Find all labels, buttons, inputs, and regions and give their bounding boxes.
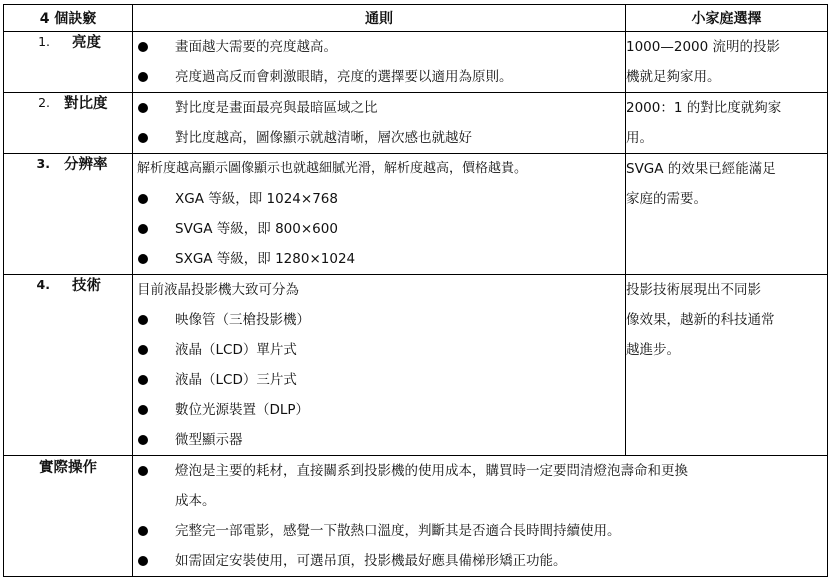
table-row bbox=[4, 154, 828, 275]
table-row bbox=[4, 93, 828, 154]
practice-label: 實際操作 bbox=[4, 456, 133, 577]
row-label bbox=[4, 154, 133, 275]
bullet-icon bbox=[138, 466, 148, 476]
rules-intro: 目前液晶投影機大致可分為 bbox=[137, 282, 299, 298]
rules-intro: 解析度越高顯示圖像顯示也就越細膩光滑，解析度越高，價格越貴。 bbox=[137, 161, 528, 176]
table-row bbox=[4, 456, 828, 577]
rules-cell bbox=[133, 32, 626, 93]
header-choice: 小家庭選擇 bbox=[626, 5, 828, 32]
header-tips: 4 個訣竅 bbox=[4, 5, 133, 32]
choice-cell: 2000：1 的對比度就夠家 用。 bbox=[626, 93, 828, 154]
list-item: 如需固定安裝使用，可選吊頂，投影機最好應具備梯形矯正功能。 bbox=[133, 546, 827, 576]
row-label bbox=[4, 275, 133, 456]
bullet-icon bbox=[138, 42, 148, 52]
choice-cell: 1000—2000 流明的投影 機就足夠家用。 bbox=[626, 32, 828, 93]
bullet-icon bbox=[138, 72, 148, 82]
row-number: 2. bbox=[38, 94, 50, 110]
list-item: 燈泡是主要的耗材，直接關系到投影機的使用成本，購買時一定要問清燈泡壽命和更換 bbox=[133, 456, 827, 486]
list-item: 畫面越大需要的亮度越高。 bbox=[133, 32, 625, 62]
list-item: 微型顯示器 bbox=[133, 425, 625, 455]
bullet-icon bbox=[138, 194, 148, 204]
bullet-icon bbox=[138, 345, 148, 355]
bullet-icon bbox=[138, 375, 148, 385]
list-item: 亮度過高反而會刺激眼睛，亮度的選擇要以適用為原則。 bbox=[133, 62, 625, 92]
list-item: XGA 等級，即 1024×768 bbox=[133, 184, 625, 214]
choice-cell: SVGA 的效果已經能滿足 家庭的需要。 bbox=[626, 154, 828, 275]
table-row bbox=[4, 275, 828, 456]
bullet-icon bbox=[138, 526, 148, 536]
row-label bbox=[4, 93, 133, 154]
list-item: SVGA 等級，即 800×600 bbox=[133, 214, 625, 244]
list-item: SXGA 等級，即 1280×1024 bbox=[133, 244, 625, 274]
row-title: 分辨率 bbox=[64, 156, 108, 173]
rules-cell bbox=[133, 154, 626, 275]
row-label bbox=[4, 32, 133, 93]
list-item: 液晶（LCD）單片式 bbox=[133, 335, 625, 365]
projector-tips-table bbox=[3, 4, 828, 577]
row-title: 亮度 bbox=[72, 34, 101, 51]
bullet-icon bbox=[138, 224, 148, 234]
row-number: 3. bbox=[36, 155, 50, 171]
practice-cell bbox=[133, 456, 828, 577]
rules-cell bbox=[133, 275, 626, 456]
row-number: 4. bbox=[36, 276, 50, 292]
row-title: 技術 bbox=[72, 277, 101, 294]
bullet-icon bbox=[138, 405, 148, 415]
table-row bbox=[4, 32, 828, 93]
list-item: 液晶（LCD）三片式 bbox=[133, 365, 625, 395]
list-item: 對比度越高，圖像顯示就越清晰，層次感也就越好 bbox=[133, 123, 625, 153]
header-rules: 通則 bbox=[133, 5, 626, 32]
bullet-icon bbox=[138, 133, 148, 143]
list-item: 數位光源裝置（DLP） bbox=[133, 395, 625, 425]
list-item: 映像管（三槍投影機） bbox=[133, 305, 625, 335]
bullet-icon bbox=[138, 103, 148, 113]
bullet-icon bbox=[138, 254, 148, 264]
list-item: 對比度是畫面最亮與最暗區域之比 bbox=[133, 93, 625, 123]
choice-cell: 投影技術展現出不同影 像效果，越新的科技通常 越進步。 bbox=[626, 275, 828, 456]
list-item-continuation: 成本。 bbox=[175, 493, 216, 509]
row-title: 對比度 bbox=[64, 95, 108, 112]
bullet-icon bbox=[138, 556, 148, 566]
bullet-icon bbox=[138, 315, 148, 325]
header-row bbox=[4, 5, 828, 32]
bullet-icon bbox=[138, 435, 148, 445]
rules-cell bbox=[133, 93, 626, 154]
list-item: 完整完一部電影，感覺一下散熱口溫度，判斷其是否適合長時間持續使用。 bbox=[133, 516, 827, 546]
row-number: 1. bbox=[38, 33, 50, 49]
